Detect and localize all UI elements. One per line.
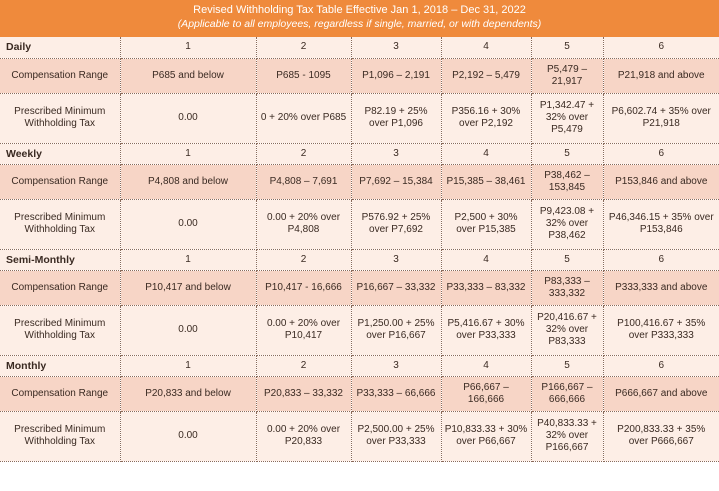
compensation-range: P685 - 1095 (256, 58, 351, 93)
tax-row-daily (0, 93, 719, 143)
bracket-number: 2 (256, 37, 351, 58)
compensation-range: P21,918 and above (603, 58, 719, 93)
prescribed-tax-value: P356.16 + 30% over P2,192 (441, 93, 531, 143)
compensation-label: Compensation Range (0, 164, 120, 199)
bracket-number: 5 (531, 249, 603, 270)
prescribed-tax-value: 0 + 20% over P685 (256, 93, 351, 143)
prescribed-tax-value: P2,500 + 30% over P15,385 (441, 199, 531, 249)
prescribed-tax-value: P2,500.00 + 25% over P33,333 (351, 411, 441, 461)
compensation-range: P153,846 and above (603, 164, 719, 199)
compensation-range: P333,333 and above (603, 270, 719, 305)
compensation-range: P66,667 – 166,666 (441, 376, 531, 411)
compensation-range: P5,479 – 21,917 (531, 58, 603, 93)
prescribed-tax-value: P6,602.74 + 35% over P21,918 (603, 93, 719, 143)
bracket-number: 6 (603, 143, 719, 164)
compensation-range: P33,333 – 83,332 (441, 270, 531, 305)
compensation-range: P2,192 – 5,479 (441, 58, 531, 93)
prescribed-tax-value: P5,416.67 + 30% over P33,333 (441, 305, 531, 355)
bracket-number: 4 (441, 143, 531, 164)
compensation-range: P83,333 – 333,332 (531, 270, 603, 305)
compensation-row-semi-monthly (0, 270, 719, 305)
prescribed-tax-value: 0.00 (120, 305, 256, 355)
bracket-number: 2 (256, 249, 351, 270)
bracket-number: 3 (351, 355, 441, 376)
prescribed-tax-value: 0.00 + 20% over P10,417 (256, 305, 351, 355)
prescribed-tax-value: P1,342.47 + 32% over P5,479 (531, 93, 603, 143)
prescribed-tax-label: Prescribed Minimum Withholding Tax (0, 93, 120, 143)
prescribed-tax-value: 0.00 (120, 93, 256, 143)
bracket-number: 4 (441, 249, 531, 270)
bracket-number: 1 (120, 37, 256, 58)
compensation-range: P10,417 and below (120, 270, 256, 305)
compensation-range: P166,667 – 666,666 (531, 376, 603, 411)
compensation-range: P33,333 – 66,666 (351, 376, 441, 411)
section-header-weekly (0, 143, 719, 164)
table-title: Revised Withholding Tax Table Effective Jan 1, 2018 – Dec 31, 2022 (193, 4, 526, 16)
table-subtitle: (Applicable to all employees, regardless if single, married, or with dependents) (177, 18, 542, 30)
bracket-number: 3 (351, 143, 441, 164)
compensation-label: Compensation Range (0, 376, 120, 411)
bracket-number: 5 (531, 355, 603, 376)
bracket-number: 1 (120, 249, 256, 270)
prescribed-tax-value: P40,833.33 + 32% over P166,667 (531, 411, 603, 461)
compensation-label: Compensation Range (0, 58, 120, 93)
bracket-number: 2 (256, 355, 351, 376)
compensation-range: P4,808 and below (120, 164, 256, 199)
prescribed-tax-value: P9,423.08 + 32% over P38,462 (531, 199, 603, 249)
prescribed-tax-value: P46,346.15 + 35% over P153,846 (603, 199, 719, 249)
prescribed-tax-label: Prescribed Minimum Withholding Tax (0, 199, 120, 249)
compensation-range: P16,667 – 33,332 (351, 270, 441, 305)
bracket-number: 5 (531, 37, 603, 58)
compensation-range: P15,385 – 38,461 (441, 164, 531, 199)
prescribed-tax-label: Prescribed Minimum Withholding Tax (0, 305, 120, 355)
compensation-range: P666,667 and above (603, 376, 719, 411)
compensation-range: P20,833 – 33,332 (256, 376, 351, 411)
section-label: Daily (0, 37, 120, 58)
prescribed-tax-value: P20,416.67 + 32% over P83,333 (531, 305, 603, 355)
compensation-range: P10,417 - 16,666 (256, 270, 351, 305)
section-header-monthly (0, 355, 719, 376)
section-label: Monthly (0, 355, 120, 376)
compensation-row-weekly (0, 164, 719, 199)
compensation-range: P38,462 – 153,845 (531, 164, 603, 199)
prescribed-tax-label: Prescribed Minimum Withholding Tax (0, 411, 120, 461)
compensation-range: P1,096 – 2,191 (351, 58, 441, 93)
bracket-number: 1 (120, 355, 256, 376)
withholding-tax-table (0, 37, 719, 462)
bracket-number: 4 (441, 355, 531, 376)
prescribed-tax-value: P1,250.00 + 25% over P16,667 (351, 305, 441, 355)
section-header-semi-monthly (0, 249, 719, 270)
compensation-range: P4,808 – 7,691 (256, 164, 351, 199)
compensation-label: Compensation Range (0, 270, 120, 305)
prescribed-tax-value: P576.92 + 25% over P7,692 (351, 199, 441, 249)
bracket-number: 3 (351, 249, 441, 270)
compensation-row-daily (0, 58, 719, 93)
bracket-number: 6 (603, 249, 719, 270)
section-header-daily (0, 37, 719, 58)
bracket-number: 6 (603, 355, 719, 376)
bracket-number: 2 (256, 143, 351, 164)
bracket-number: 6 (603, 37, 719, 58)
prescribed-tax-value: 0.00 + 20% over P4,808 (256, 199, 351, 249)
prescribed-tax-value: P82.19 + 25% over P1,096 (351, 93, 441, 143)
tax-row-semi-monthly (0, 305, 719, 355)
tax-row-weekly (0, 199, 719, 249)
section-label: Weekly (0, 143, 120, 164)
section-label: Semi-Monthly (0, 249, 120, 270)
table-body (0, 37, 719, 461)
bracket-number: 4 (441, 37, 531, 58)
bracket-number: 1 (120, 143, 256, 164)
prescribed-tax-value: 0.00 (120, 199, 256, 249)
prescribed-tax-value: 0.00 (120, 411, 256, 461)
compensation-row-monthly (0, 376, 719, 411)
compensation-range: P7,692 – 15,384 (351, 164, 441, 199)
prescribed-tax-value: P200,833.33 + 35% over P666,667 (603, 411, 719, 461)
compensation-range: P20,833 and below (120, 376, 256, 411)
tax-row-monthly (0, 411, 719, 461)
prescribed-tax-value: P100,416.67 + 35% over P333,333 (603, 305, 719, 355)
bracket-number: 3 (351, 37, 441, 58)
prescribed-tax-value: P10,833.33 + 30% over P66,667 (441, 411, 531, 461)
table-header (0, 0, 719, 37)
compensation-range: P685 and below (120, 58, 256, 93)
bracket-number: 5 (531, 143, 603, 164)
prescribed-tax-value: 0.00 + 20% over P20,833 (256, 411, 351, 461)
